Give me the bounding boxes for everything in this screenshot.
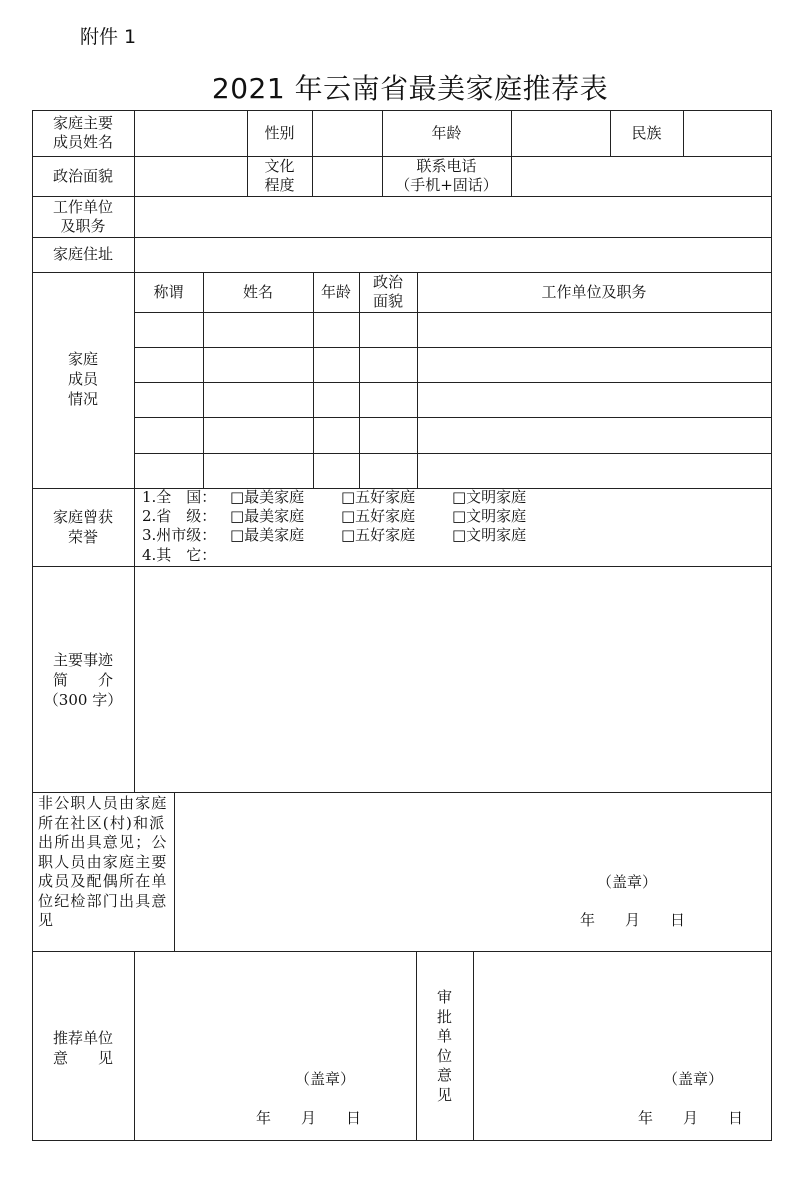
honor-option[interactable]: □文明家庭 <box>452 507 527 525</box>
member-name-label-line: 成员姓名 <box>52 133 113 151</box>
deeds-label-line: 简 介 <box>52 671 113 689</box>
col-header-title: 称谓 <box>153 283 184 301</box>
col-header-political-line: 面貌 <box>372 292 403 310</box>
approval-col-rule <box>473 951 474 1141</box>
recommendation-form <box>32 110 772 1141</box>
phone-field[interactable] <box>512 157 771 196</box>
gender-field[interactable] <box>313 111 382 156</box>
age-field[interactable] <box>512 111 610 156</box>
rule <box>32 792 772 793</box>
political-field[interactable] <box>135 157 247 196</box>
ethnicity-field[interactable] <box>684 111 771 156</box>
member-row-rule <box>134 347 772 348</box>
col-header-political-line: 政治 <box>372 273 403 291</box>
honor-option[interactable]: □最美家庭 <box>230 488 305 506</box>
education-label-line: 程度 <box>264 176 295 194</box>
political-label: 政治面貌 <box>52 167 113 185</box>
honors-label <box>32 507 134 547</box>
recommend-seal: （盖章） <box>294 1070 355 1088</box>
deeds-field[interactable] <box>135 567 771 792</box>
page-title: 2021 年云南省最美家庭推荐表 <box>211 72 609 105</box>
honor-option[interactable]: □五好家庭 <box>341 488 416 506</box>
work-label-line: 工作单位 <box>52 198 113 216</box>
opinion-label: 非公职人员由家庭所在社区(村)和派出所出具意见；公职人员由家庭主要成员及配偶所在单位纪检部门出具意见 <box>38 794 168 929</box>
opinion-col-rule <box>174 792 175 951</box>
col-header-age: 年龄 <box>320 283 351 301</box>
member-col-rule <box>417 272 418 488</box>
member-name-field[interactable] <box>135 111 247 156</box>
address-label: 家庭住址 <box>52 245 113 263</box>
opinion-date: 年 月 日 <box>580 911 686 929</box>
deeds-label-line: （300 字） <box>43 691 123 709</box>
approval-seal: （盖章） <box>662 1070 723 1088</box>
honor-option[interactable]: □最美家庭 <box>230 526 305 544</box>
honor-option[interactable]: □文明家庭 <box>452 526 527 544</box>
address-field[interactable] <box>135 238 771 272</box>
education-field[interactable] <box>313 157 382 196</box>
form-border-right <box>771 110 772 1141</box>
rule <box>32 951 772 952</box>
honors-label-line: 家庭曾获 <box>52 508 113 526</box>
deeds-label-line: 主要事迹 <box>52 651 113 669</box>
honor-other: 4.其 它： <box>142 546 217 564</box>
phone-label-line: 联系电话 <box>416 157 477 175</box>
education-label <box>247 157 312 195</box>
honor-option[interactable]: □最美家庭 <box>230 507 305 525</box>
member-col-rule <box>203 272 204 488</box>
form-border-bottom <box>32 1140 772 1141</box>
ethnicity-label: 民族 <box>631 124 662 142</box>
members-section-label <box>32 349 134 409</box>
recommend-label-line: 推荐单位 <box>52 1029 113 1047</box>
col-header-political <box>359 273 417 311</box>
member-row-rule <box>134 312 772 313</box>
age-label: 年龄 <box>431 124 462 142</box>
approval-date: 年 月 日 <box>638 1109 744 1127</box>
honor-level: 2.省 级： <box>142 507 217 525</box>
col-header-name: 姓名 <box>242 283 273 301</box>
member-row-rule <box>134 417 772 418</box>
recommend-label <box>32 1028 134 1068</box>
opinion-seal: （盖章） <box>596 873 657 891</box>
member-col-rule <box>313 272 314 488</box>
recommend-label-line: 意 见 <box>52 1049 113 1067</box>
education-label-line: 文化 <box>264 157 295 175</box>
work-field[interactable] <box>135 197 771 237</box>
member-name-label <box>32 114 134 152</box>
members-section-line: 成员 <box>67 370 98 388</box>
member-row-rule <box>134 453 772 454</box>
honor-option[interactable]: □五好家庭 <box>341 526 416 544</box>
work-label-line: 及职务 <box>60 217 106 235</box>
honor-option[interactable]: □文明家庭 <box>452 488 527 506</box>
recommend-col-rule <box>134 951 135 1141</box>
phone-label-line: （手机+固话） <box>395 176 498 194</box>
attachment-label: 附件 1 <box>80 26 137 48</box>
col-header-work: 工作单位及职务 <box>541 283 647 301</box>
gender-label: 性别 <box>264 124 295 142</box>
deeds-label <box>32 650 134 710</box>
approval-col-rule <box>416 951 417 1141</box>
member-name-label-line: 家庭主要 <box>52 114 113 132</box>
honor-level: 1.全 国： <box>142 488 217 506</box>
honor-option[interactable]: □五好家庭 <box>341 507 416 525</box>
members-section-line: 情况 <box>67 390 98 408</box>
honor-level: 3.州市级： <box>142 526 217 544</box>
phone-label <box>382 157 511 195</box>
honors-label-line: 荣誉 <box>67 528 98 546</box>
recommend-date: 年 月 日 <box>256 1109 362 1127</box>
approval-label: 审批单位意见 <box>436 988 452 1104</box>
member-row-rule <box>134 382 772 383</box>
form-border-left <box>32 110 33 1141</box>
work-label <box>32 198 134 236</box>
members-section-line: 家庭 <box>67 350 98 368</box>
